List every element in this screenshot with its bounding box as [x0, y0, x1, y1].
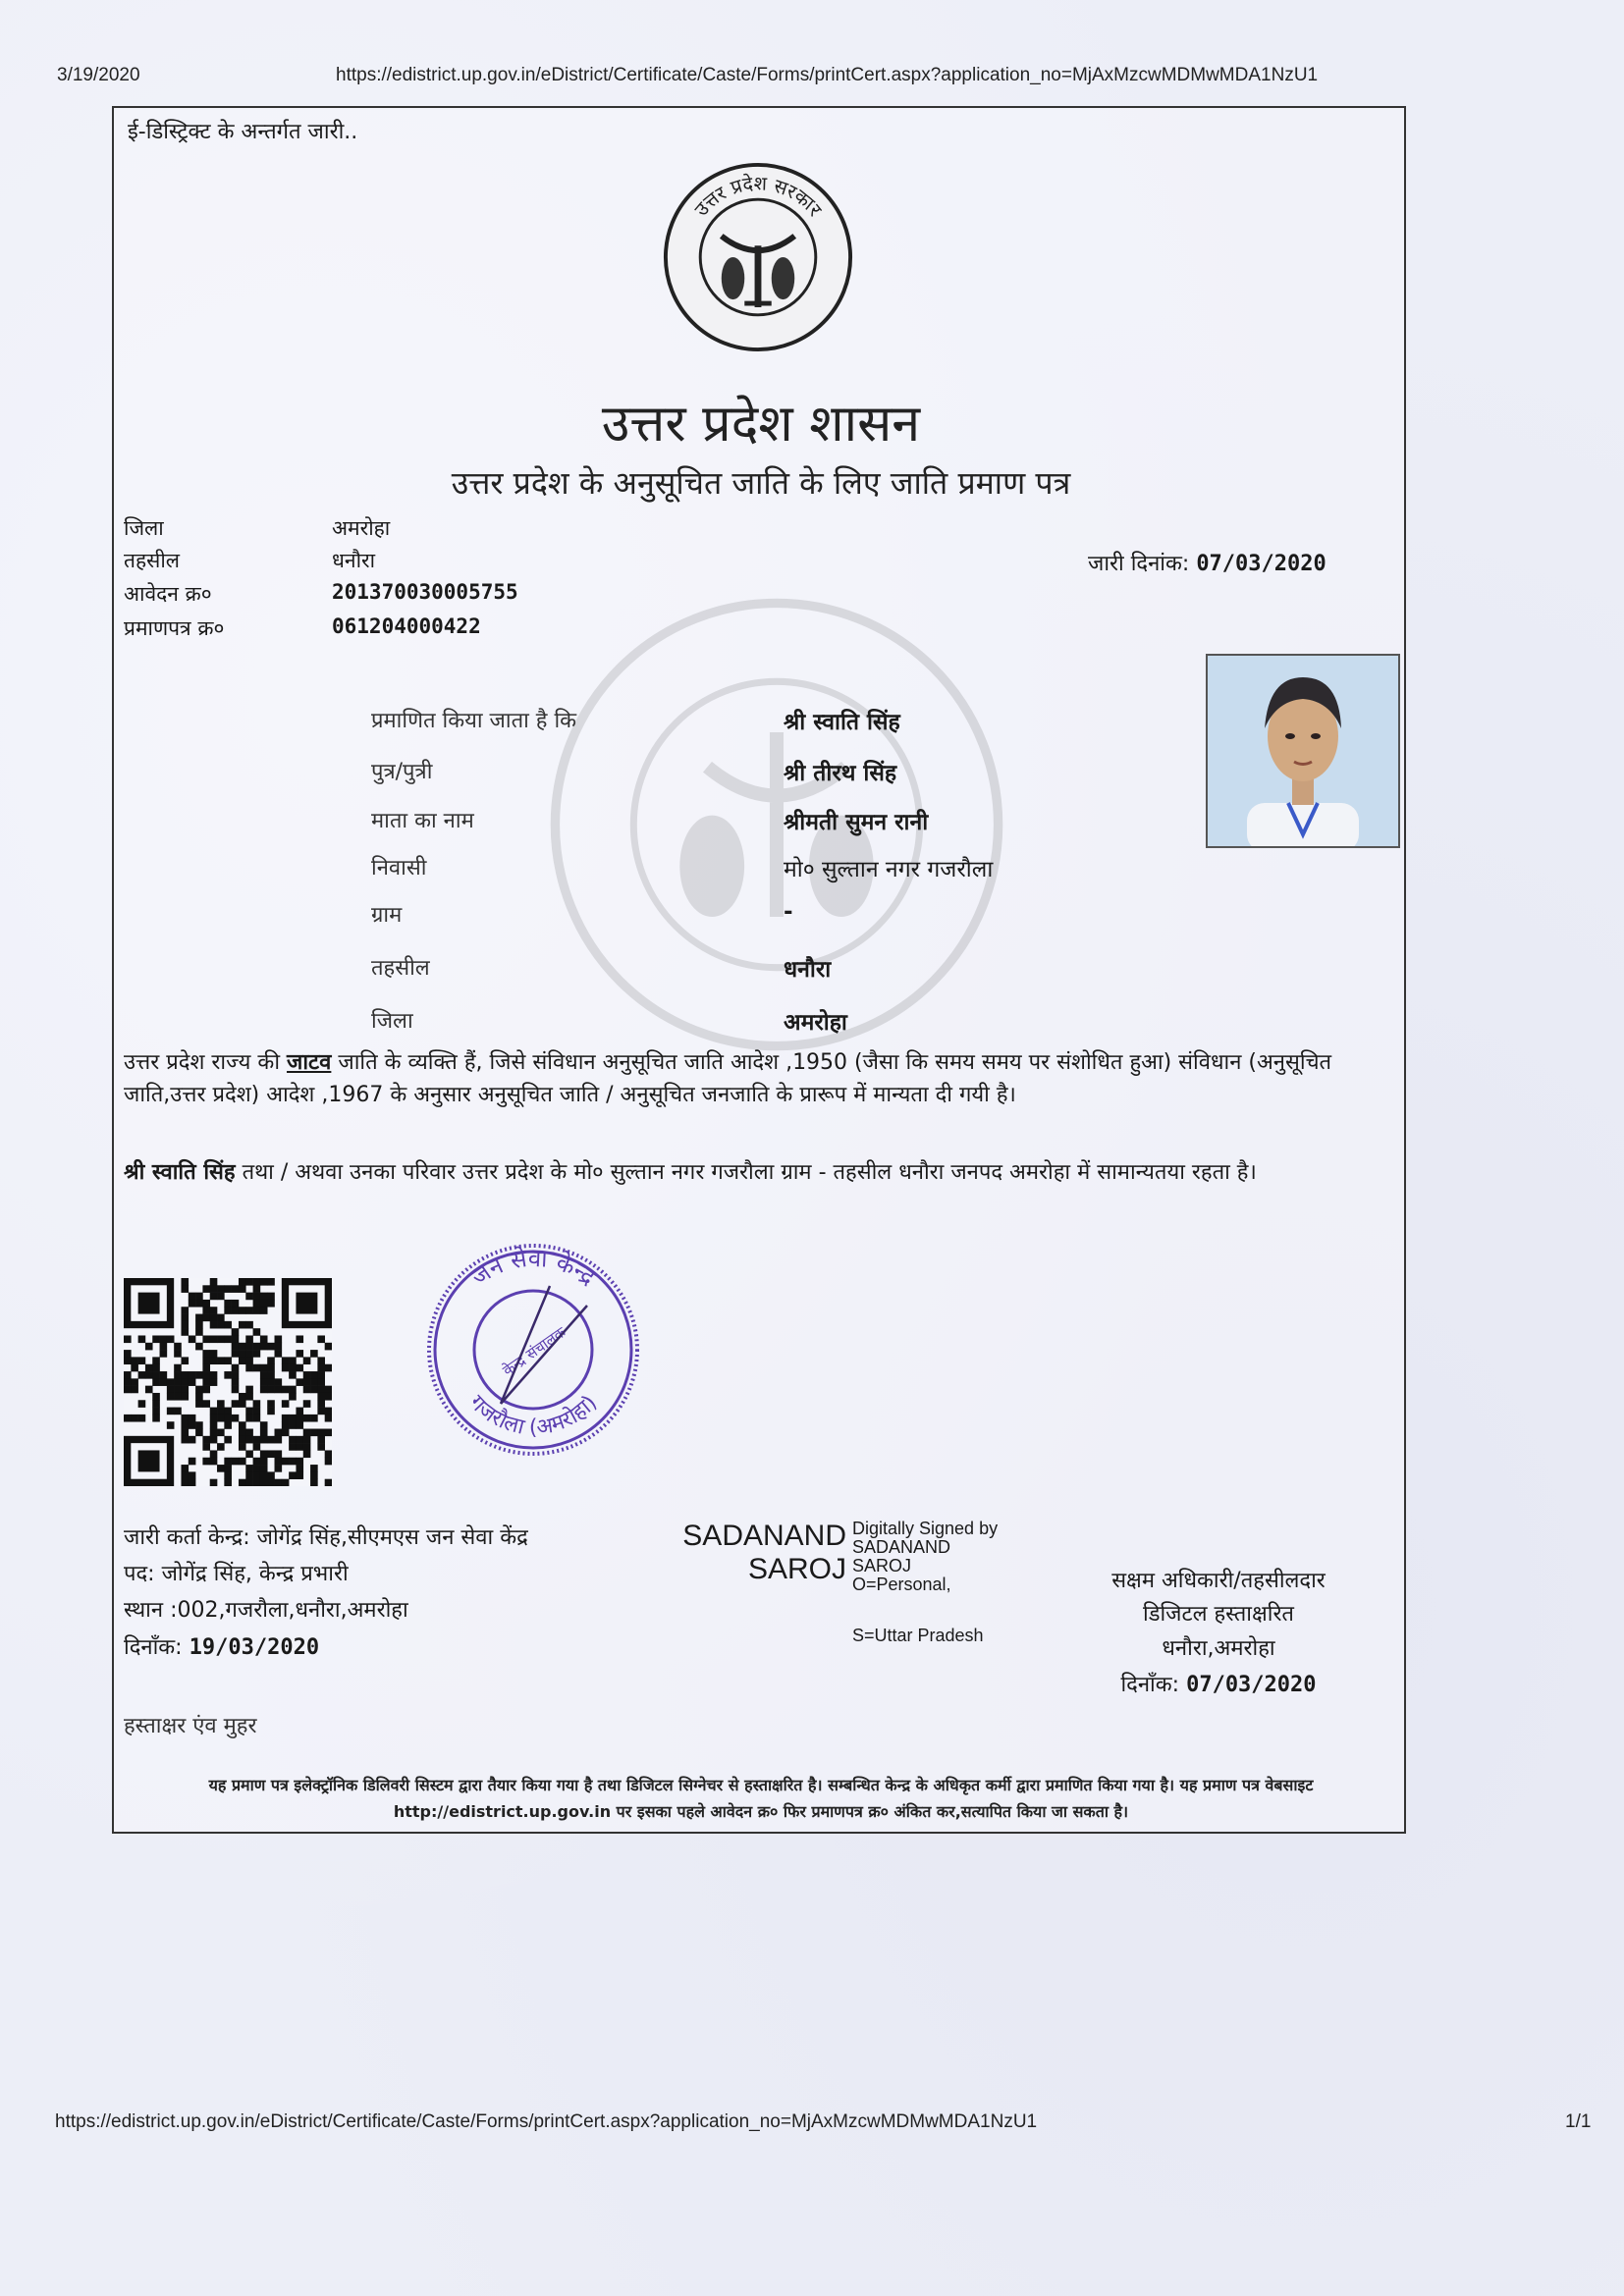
issuing-centre-label: जारी कर्ता केन्द्र:	[124, 1525, 250, 1550]
caste-name: जाटव	[287, 1050, 332, 1075]
caste-statement-prefix: उत्तर प्रदेश राज्य की	[124, 1050, 288, 1075]
print-url-header: https://edistrict.up.gov.in/eDistrict/Certificate/Caste/Forms/printCert.aspx?application_no=MjAxMzcwMDMwMDA1NzU1	[336, 65, 1319, 85]
officer-title: सक्षम अधिकारी/तहसीलदार	[1111, 1569, 1326, 1593]
detail-district-value: अमरोहा	[784, 1010, 847, 1036]
resident-value: मो० सुल्तान नगर गजरौला	[784, 857, 994, 882]
residence-statement-paragraph	[124, 1156, 1400, 1189]
signer-name-line2: SAROJ	[747, 1553, 846, 1585]
resident-label: निवासी	[371, 856, 427, 881]
digital-signer-name	[666, 1520, 846, 1586]
issuer-date	[124, 1631, 319, 1661]
issuer-post	[124, 1558, 349, 1587]
issuer-place-label: स्थान :	[124, 1598, 178, 1623]
seal-center-text: केन्द्र संचालक	[499, 1323, 569, 1380]
digital-signature-details	[852, 1520, 1068, 1594]
issue-date-value: 07/03/2020	[1196, 552, 1326, 576]
print-date: 3/19/2020	[57, 65, 140, 85]
certificate-number-value: 061204000422	[332, 614, 481, 638]
issuer-place-value: 002,गजरौला,धनौरा,अमरोहा	[177, 1598, 408, 1623]
government-title: उत्तर प्रदेश शासन	[601, 395, 921, 454]
signature-line3: SAROJ	[852, 1556, 912, 1575]
application-number-label: आवेदन क्र०	[124, 582, 212, 606]
qr-code	[124, 1278, 332, 1486]
emblem-text: उत्तर प्रदेश सरकार	[689, 172, 827, 221]
certificate-title: उत्तर प्रदेश के अनुसूचित जाति के लिए जाति प्रमाण पत्र	[451, 464, 1071, 502]
issuer-date-label: दिनाँक:	[124, 1635, 183, 1660]
jan-seva-kendra-seal	[420, 1237, 646, 1463]
village-label: ग्राम	[371, 903, 403, 928]
tehsil-label: तहसील	[124, 549, 180, 572]
officer-date-value: 07/03/2020	[1186, 1673, 1317, 1697]
district-value: अमरोहा	[332, 516, 391, 540]
officer-place: धनौरा,अमरोहा	[1162, 1636, 1275, 1661]
application-number-value: 201370030005755	[332, 580, 518, 604]
caste-statement-suffix: जाति के व्यक्ति हैं, जिसे संविधान अनुसूचित जाति आदेश ,1950 (जैसा कि समय समय पर संशोधित हुआ) संविधान (अनुसूचित जाति,उत्तर प्रदेश) आदेश ,1967 के अनुसार अनुसूचित जाति / अनुसूचित जनजाति के प्रारूप में मान्यता दी गयी है।	[124, 1050, 1332, 1107]
print-page-number: 1/1	[1565, 2111, 1592, 2132]
residence-statement-text: तथा / अथवा उनका परिवार उत्तर प्रदेश के मो० सुल्तान नगर गजरौला ग्राम - तहसील धनौरा जनपद अमरोहा में सामान्यतया रहता है।	[235, 1160, 1257, 1185]
disclaimer-note: यह प्रमाण पत्र इलेक्ट्रॉनिक डिलिवरी सिस्टम द्वारा तैयार किया गया है तथा डिजिटल सिग्नेचर से हस्ताक्षरित है। सम्बन्धित केन्द्र के अधिकृत कर्मी द्वारा प्रमाणित किया गया है। यह प्रमाण पत्र वेबसाइट http://edistrict.up.gov.in पर इसका पहले आवेदन क्र० फिर प्रमाणपत्र क्र० अंकित कर,सत्यापित किया जा सकता है।	[208, 1776, 1314, 1821]
signature-line2: SADANAND	[852, 1537, 951, 1557]
signature-line5: S=Uttar Pradesh	[852, 1626, 984, 1645]
issuing-centre-value: जोगेंद्र सिंह,सीएमएस जन सेवा केंद्र	[256, 1525, 528, 1550]
signature-stamp-label: हस्ताक्षर एंव मुहर	[124, 1714, 257, 1738]
print-url-footer: https://edistrict.up.gov.in/eDistrict/Certificate/Caste/Forms/printCert.aspx?application_no=MjAxMzcwMDMwMDA1NzU1	[55, 2111, 1038, 2132]
detail-district-label: जिला	[371, 1009, 413, 1034]
applicant-photo	[1206, 654, 1400, 848]
seal-bottom-text: गजरौला (अमरोहा)	[463, 1390, 603, 1441]
caste-certificate	[112, 106, 1406, 1834]
tehsil-value: धनौरा	[332, 549, 376, 572]
issue-date	[1088, 548, 1326, 577]
residence-applicant-name: श्री स्वाति सिंह	[124, 1160, 236, 1185]
detail-tehsil-label: तहसील	[371, 956, 430, 981]
father-name: श्री तीरथ सिंह	[784, 761, 897, 786]
up-government-emblem	[662, 161, 854, 353]
signer-name-line1: SADANAND	[682, 1520, 846, 1552]
officer-digitally-signed: डिजिटल हस्ताक्षरित	[1143, 1602, 1294, 1627]
detail-tehsil-value: धनौरा	[784, 957, 832, 983]
signature-line4: O=Personal,	[852, 1575, 951, 1594]
applicant-name: श्री स्वाति सिंह	[784, 710, 900, 735]
officer-date	[1037, 1669, 1400, 1698]
issuing-centre	[124, 1522, 528, 1551]
village-value: -	[784, 899, 793, 925]
officer-date-label: दिनाँक:	[1120, 1673, 1180, 1697]
district-label: जिला	[124, 516, 164, 540]
mother-name-label: माता का नाम	[371, 809, 474, 833]
issuer-post-label: पद:	[124, 1562, 155, 1586]
issuer-post-value: जोगेंद्र सिंह, केन्द्र प्रभारी	[161, 1562, 349, 1586]
issuer-date-value: 19/03/2020	[189, 1635, 320, 1660]
caste-statement-paragraph	[124, 1046, 1400, 1111]
issue-date-label: जारी दिनांक:	[1088, 552, 1190, 576]
son-daughter-label: पुत्र/पुत्री	[371, 760, 433, 784]
seal-top-text: जन सेवा केन्द्र	[465, 1244, 601, 1292]
issuer-place	[124, 1594, 408, 1624]
mother-name: श्रीमती सुमन रानी	[784, 810, 929, 835]
signature-line1: Digitally Signed by	[852, 1519, 999, 1538]
certified-label: प्रमाणित किया जाता है कि	[371, 709, 577, 733]
certificate-number-label: प्रमाणपत्र क्र०	[124, 616, 225, 640]
watermark-emblem	[546, 594, 1007, 1055]
edistrict-note: ई-डिस्ट्रिक्ट के अन्तर्गत जारी..	[128, 120, 358, 144]
